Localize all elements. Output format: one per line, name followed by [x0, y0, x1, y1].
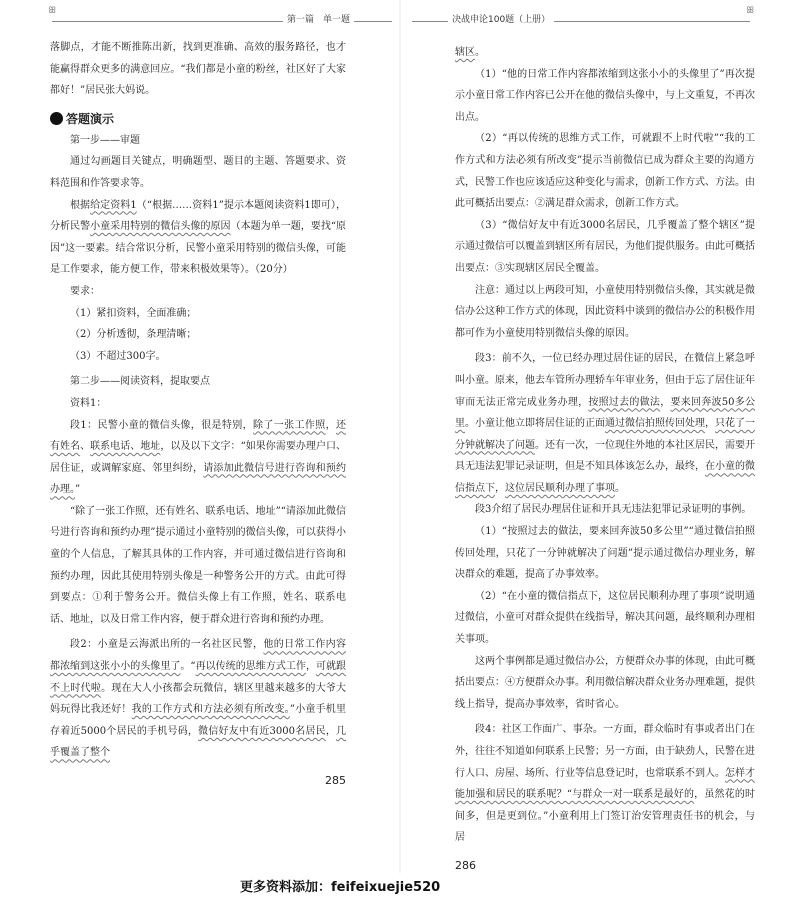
underlined-phrase: 请添加此微信号进行咨询和预约办理。: [50, 462, 347, 496]
section-bullet-icon: [50, 112, 63, 125]
text-run: （1）“按照过去的做法，要来回奔波50多公里”“通过微信拍照传回处理，只花了一分钟就解决了问题”提示通过微信办理业务，解决群众的难题，提高了办事效率。: [455, 526, 755, 581]
paragraph: [455, 586, 755, 651]
text-run: （2）“在小童的微信指点下，这位居民顺利办理了事项”说明通过微信，小童可对群众提供在线指导，解决其问题，最终顺利办理相关事项。: [455, 590, 755, 646]
leaf-ornament-icon: ꕥ: [746, 6, 755, 16]
paragraph: [50, 130, 346, 152]
text-run: 段2：小童是云海派出所的一名社区民警，: [70, 639, 264, 651]
text-run: 通过勾画题目关键点，明确题型、题目的主题、答题要求、资料范围和作答要求等。: [50, 156, 346, 189]
paragraph: [455, 348, 755, 499]
underlined-phrase: 辖区: [455, 47, 475, 58]
underlined-phrase: 小童采用特别的微信头像的原因: [90, 221, 231, 233]
paragraph: [50, 303, 346, 325]
text-run: ，: [325, 725, 337, 737]
text-run: （1）“他的日常工作内容都浓缩到这张小小的头像里了”再次提示小童日常工作内容已公开在他的微信头像中，与上文重复，不再次出点。: [455, 68, 755, 123]
text-run: 。: [475, 47, 485, 58]
text-run: ，以及以下文字：“如果你需要办理户口、居住证，或调解家庭、邻里纠纷，: [50, 441, 346, 474]
text-run: 注意：通过以上两段可知，小童使用特别微信头像，其实就是微信办公这种工作方式的体现，因此资料中谈到的微信办公的积极作用都可作为小童使用特别微信头像的原因。: [455, 284, 755, 339]
underlined-phrase: 微信好友中有近3000名居民: [198, 725, 326, 737]
underlined-phrase: 通过微信拍照传回处理: [605, 418, 705, 430]
text-run: 段1：民警小童的微信头像，很是特别，: [70, 419, 254, 431]
paragraph: [455, 719, 755, 849]
page-header: 第一篇 单一题: [283, 14, 354, 26]
underlined-phrase: 几乎覆盖了整个: [50, 725, 347, 759]
text-run: 第一步——审题: [70, 134, 140, 146]
text-run: ，: [660, 396, 671, 408]
text-run: ”: [75, 484, 81, 496]
text-run: （2）“再以传统的思维方式工作，可就跟不上时代啦”“我的工作方式和方法必须有所改变”提示当前微信已成为群众主要的沟通方式，民警工作也应该适应这种变化与需求，创新工作方式、方法。由此可概括出要点：②满足群众需求，创新工作方式。: [455, 133, 755, 210]
text-run: “除了一张工作照，还有姓名、联系电话、地址”“请添加此微信号进行咨询和预约办理”提示通过小童特别的微信头像，可以获得小童的个人信息，了解其具体的工作内容，并可通过微信进行咨询和预约办理，因此其使用特别头像是一种警务公开的方式。由此可得到要点：①利于警务公开。微信头像上有工作照，姓名、联系电话、地址，以及日常工作内容，便于群众进行咨询和预约办理。: [50, 505, 346, 625]
paragraph: [455, 42, 755, 64]
underlined-phrase: 在小童的微信指点下: [455, 461, 755, 494]
paragraph: [50, 393, 346, 415]
underlined-phrase: 怎样才能加强和居民的联系呢？“与群众一对一联系是最好的: [455, 767, 755, 801]
paragraph: [50, 195, 346, 281]
text-run: （2）分析透彻，条理清晰；: [70, 329, 197, 341]
paragraph: [50, 634, 346, 764]
underlined-phrase: 还有姓名: [50, 419, 346, 453]
paragraph: [50, 281, 346, 303]
footer-promo-text: 更多资料添加：feifeixuejie520: [240, 879, 441, 895]
underlined-phrase: 联系电话、地址: [90, 441, 161, 453]
text-run: 落脚点，才能不断推陈出新，找到更准确、高效的服务路径，也才能赢得群众更多的满意回应。“我们都是小童的粉丝，社区好了大家都好！”居民张大妈说。: [50, 42, 346, 97]
text-run: ，: [705, 418, 715, 430]
text-run: 资料1：: [70, 397, 107, 409]
underlined-phrase: 按照过去的做法: [588, 396, 661, 408]
text-run: （3）“微信好友中有近3000名居民，几乎覆盖了整个辖区”提示通过微信可以覆盖到辖区所有居民，为他们提供服务。由此可概括出要点：③实现辖区居民全覆盖。: [455, 219, 755, 274]
text-run: （本题为单一题，要找“原因”这一要素。结合常识分析，民警小童采用特别的微信头像，可能是工作要求，能方便工作，带来积极效果等）。（20分）: [50, 221, 347, 276]
left-page: [0, 0, 400, 788]
underlined-phrase: 要来回奔波50多公里: [455, 396, 756, 430]
paragraph: [50, 37, 346, 102]
paragraph: [455, 499, 755, 521]
page-header: 决战申论100题（上册）: [448, 14, 554, 26]
paragraph: [455, 651, 755, 716]
text-run: ，虽然花的时间多，但是更到位。”小童利用上门签订治安管理责任书的机会，与居: [455, 789, 755, 844]
paragraph: [50, 151, 346, 194]
text-run: （“根据……资料1”提示本题阅读资料1即可），分析民警: [50, 199, 346, 233]
paragraph: [455, 64, 755, 129]
text-run: 。小童让他立即将居住证的正面: [465, 418, 605, 430]
text-run: ，: [495, 482, 505, 494]
underlined-phrase: 只花了一分钟就解决了问题: [455, 418, 755, 451]
section-heading: [50, 108, 346, 130]
text-run: ，: [305, 661, 316, 673]
text-run: （1）紧扣资料，全面准确；: [70, 307, 197, 319]
paragraph: [50, 346, 346, 368]
text-run: 段4：社区工作面广、事杂。一方面，群众临时有事或者出门在外，往往不知道如何联系上民警；另一方面，由于缺劲人，民警在进行人口、房屋、场所、行业等信息登记时，也常联系不到人。: [455, 724, 755, 779]
paragraph: [455, 215, 755, 280]
underlined-phrase: 再以传统的思维方式工作: [195, 661, 306, 673]
text-run: 。“: [180, 661, 196, 673]
paragraph: [50, 415, 346, 501]
text-run: 段3介绍了居民办理居住证和开具无违法犯罪记录证明的事例。: [475, 504, 752, 516]
text-run: ，: [325, 419, 336, 431]
page-number: 285: [325, 774, 346, 787]
underlined-phrase: 这位居民顺利办理了事项: [505, 482, 615, 494]
page-number: 286: [455, 858, 476, 872]
underlined-phrase: 给定资料1: [90, 199, 137, 211]
text-run: 这两个事例都是通过微信办公，方便群众办事的体现，由此可概括出要点：④方便群众办事。利用微信解决群众业务办理难题，提供线上指导，提高办事效率，省时省心。: [455, 655, 755, 710]
paragraph: [455, 128, 755, 214]
page-body: [455, 42, 755, 849]
text-run: 段3：前不久，一位已经办理过居住证的居民，在微信上紧急呼叫小童。原来，他去车管所办理轿车年审业务，但由于忘了居住证年审而无法正常完成业务办理，: [455, 353, 755, 408]
leaf-ornament-icon: ꕥ: [48, 6, 57, 16]
text-run: 。: [615, 482, 625, 494]
paragraph: [50, 371, 346, 393]
section-heading-text: 答题演示: [66, 111, 115, 126]
text-run: 要求：: [70, 285, 100, 297]
paragraph: [455, 521, 755, 586]
text-run: 根据: [70, 199, 91, 211]
underlined-phrase: 我的工作方式和方法必须有所改变。: [131, 704, 290, 716]
page-body: [50, 37, 346, 764]
underlined-phrase: 除了一张工作照: [253, 419, 326, 431]
text-run: 。还有一次，一位现住外地的本社区居民，需要开具无违法犯罪记录证明，但是不知具体该怎么办，最终，: [455, 439, 755, 473]
paragraph: [455, 280, 755, 345]
underlined-phrase: 他的日常工作内容都浓缩到这张小小的头像里了: [50, 639, 346, 673]
underlined-phrase: 可就跟不上时代啦: [50, 661, 347, 694]
text-run: ”小童手机里存着近5000个居民的手机号码，: [50, 704, 347, 737]
text-run: 第二步——阅读资料，提取要点: [70, 376, 210, 388]
paragraph: [50, 324, 346, 346]
text-run: （3）不超过300字。: [70, 350, 166, 362]
text-run: 。现在大人小孩都会玩微信，辖区里越来越多的大爷大妈玩得比我还好！: [50, 682, 347, 716]
text-run: 、: [80, 441, 91, 453]
right-page: [400, 0, 800, 873]
